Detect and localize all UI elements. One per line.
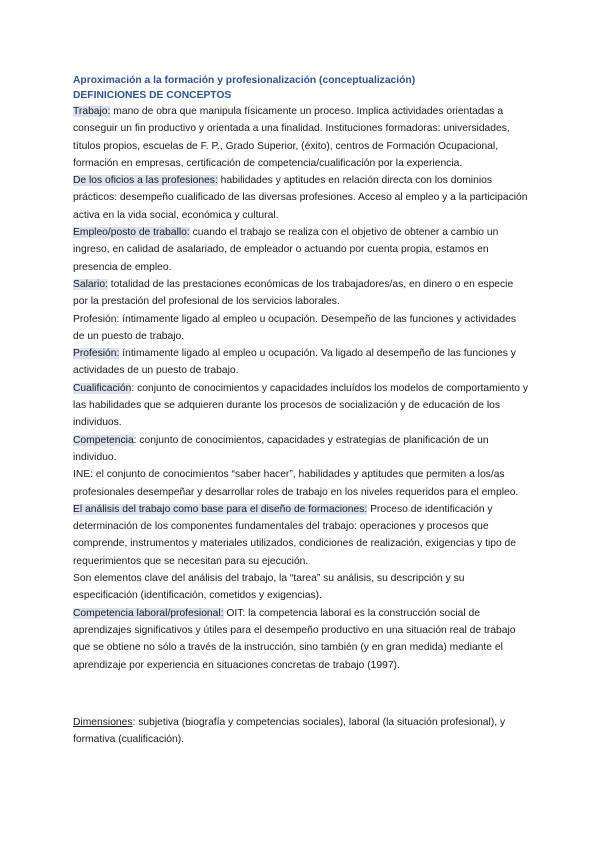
spacer xyxy=(73,674,530,714)
definition-competencia-laboral xyxy=(73,605,530,674)
definition-text: mano de obra que manipula físicamente un proceso. Implica actividades orientadas a conseguir un fin productivo y orientada a una finalidad. Instituciones formadoras: universidades, títulos propios, escuelas de F. P., Grado Superior, (éxito), centros de Formación Ocupacional, formación en empresas, certificación de competencia/cualificación por la experiencia. xyxy=(73,106,510,169)
definition-text: habilidades y aptitudes en relación directa con los dominios prácticos: desempeño cualificado de las diversas profesiones. Acceso al empleo y a la participación activa en la vida social, económica y cultural. xyxy=(73,175,528,221)
section-heading: DEFINICIONES DE CONCEPTOS xyxy=(73,90,232,101)
definition-text: : conjunto de conocimientos, capacidades y estrategias de planificación de un individuo. xyxy=(73,434,489,463)
definition-profesion xyxy=(73,345,530,380)
definition-text: Proceso de identificación y determinación de los componentes fundamentales del trabajo: operaciones y procesos que comprende, instrumentos y materiales utilizados, condiciones de realización, exigencias y tipo de requerimientos que se necesitan para su ejecución. xyxy=(73,503,516,567)
definition-elementos: Son elementos clave del análisis del trabajo, la “tarea” su análisis, su descripción y su especificación (identificación, cometidos y exigencias). xyxy=(73,573,465,602)
term: Competencia laboral/profesional: xyxy=(73,607,224,619)
definition-text: : subjetiva (biografía y competencias sociales), laboral (la situación profesional), y formativa (cualificación). xyxy=(73,716,506,746)
definition-cualificacion xyxy=(73,380,530,432)
definition-text: : conjunto de conocimientos y capacidades incluídos los modelos de comportamiento y las habilidades que se adquieren durante los procesos de socialización y de educación de los individuos. xyxy=(73,382,529,429)
definition-text: íntimamente ligado al empleo u ocupación. Va ligado al desempeño de las funciones y actividades de un puesto de trabajo. xyxy=(73,348,516,377)
term: El análisis del trabajo como base para el diseño de formaciones: xyxy=(73,503,368,515)
term: Dimensiones xyxy=(73,716,133,728)
definition-competencia xyxy=(73,432,530,467)
term: Trabajo: xyxy=(73,106,111,117)
definition-trabajo xyxy=(73,103,530,172)
definition-text: totalidad de las prestaciones económicas de los trabajadores/as, en dinero o en especie por la prestación del profesional de los servicios laborales. xyxy=(73,278,514,308)
definition-salario xyxy=(73,276,530,311)
document-title: Aproximación a la formación y profesionalización (conceptualización) xyxy=(73,75,416,86)
definition-ine: INE: el conjunto de conocimientos “saber hacer”, habilidades y aptitudes que permiten a los/as profesionales desempeñar y desarrollar roles de trabajo en los niveles requeridos para el empleo. xyxy=(73,469,519,498)
definition-text: cuando el trabajo se realiza con el objetivo de obtener a cambio un ingreso, en calidad de asalariado, de empleador o actuando por cuenta propia, estamos en presencia de empleo. xyxy=(73,227,499,273)
term: Salario: xyxy=(73,278,108,290)
definition-analisis xyxy=(73,501,530,570)
definition-text: OIT: la competencia laboral es la construcción social de aprendizajes significativos y útiles para el desempeño productivo en una situación real de trabajo que se obtiene no sólo a través de la instrucción, sino también (y en gran medida) mediante el aprendizaje por experiencia en situaciones concretas de trabajo (1997). xyxy=(73,607,516,671)
term: De los oficios a las profesiones: xyxy=(73,175,218,187)
definition-profesion-plain: Profesión: íntimamente ligado al empleo u ocupación. Desempeño de las funciones y actividades de un puesto de trabajo. xyxy=(73,313,517,342)
term: Competencia xyxy=(73,434,134,446)
definition-oficios xyxy=(73,172,530,224)
definition-empleo xyxy=(73,224,530,276)
term: Profesión: xyxy=(73,348,120,360)
term: Empleo/posto de traballo: xyxy=(73,227,190,239)
dimensions-paragraph xyxy=(73,714,530,749)
term: Cualificación xyxy=(73,382,132,394)
